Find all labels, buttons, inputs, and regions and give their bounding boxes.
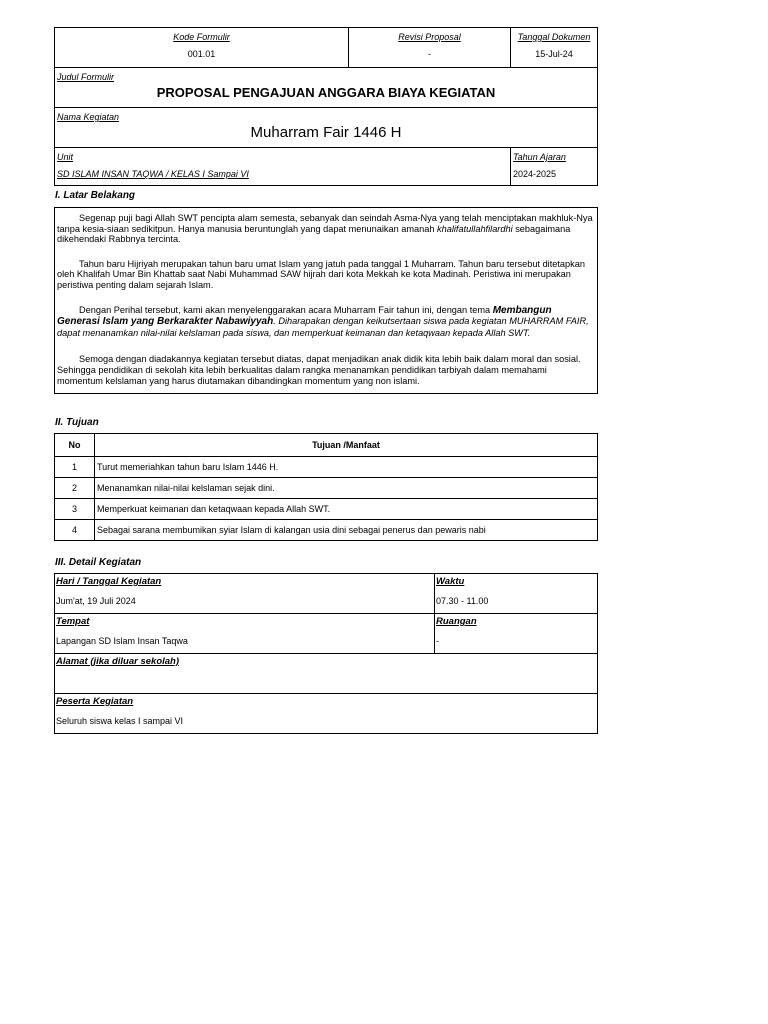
tujuan-col-no: No [55,434,95,457]
table-row [55,457,598,478]
kode-formulir-value: 001.01 [187,49,216,59]
tempat-value: Lapangan SD Islam Insan Taqwa [56,636,188,646]
tanggal-label: Tanggal Dokumen [517,32,591,42]
table-row [55,478,598,499]
alamat-label: Alamat (jika diluar sekolah) [56,656,180,667]
judul-cell [55,68,598,108]
nama-kegiatan-cell [55,108,598,148]
latar-belakang-title: I. Latar Belakang [55,190,136,201]
unit-cell [55,148,511,186]
peserta-value: Seluruh siswa kelas I sampai VI [56,716,184,726]
kode-formulir-label: Kode Formulir [173,32,230,42]
latar-italic-term: khalifatullahfilardhi [437,223,513,234]
unit-label: Unit [57,152,74,162]
revisi-label: Revisi Proposal [398,32,461,42]
hari-value: Jum'at, 19 Juli 2024 [56,596,136,606]
alamat-cell [55,654,598,694]
latar-paragraph-1: Segenap puji bagi Allah SWT pencipta alam semesta, sebanyak dan seindah Asma-Nya yang telah menciptakan makhluk-Nya tanpa kesia-siaan sedikitpun. Hanya manusia beruntunglah yang dapat menunaikan amanah khalifatullahfilardhi sebagaimana dikehendaki Rabbnya tercinta. [57,213,593,245]
kode-formulir-cell [55,28,349,68]
revisi-cell [349,28,511,68]
judul-value: PROPOSAL PENGAJUAN ANGGARA BIAYA KEGIATAN [156,85,496,100]
latar-paragraph-3: Dengan Perihal tersebut, kami akan menyelenggarakan acara Muharram Fair tahun ini, dengan tema Membangun Generasi Islam yang Berkarakter Nabawiyyah. Diharapakan dengan keikutsertaan siswa pada kegiatan MUHARRAM FAIR, dapat menanamkan nilai-nilai kelslaman pada siswa, dan memperkuat keimanan dan ketaqwaan kepada Allah SWT. [57,304,589,338]
tujuan-row-no: 4 [55,520,95,541]
waktu-value: 07.30 - 11.00 [436,596,489,606]
nama-kegiatan-value: Muharram Fair 1446 H [250,124,402,141]
tahun-value: 2024-2025 [513,169,557,179]
alamat-value [55,673,597,693]
ruangan-cell [435,614,598,654]
tujuan-row-text: Memperkuat keimanan dan ketaqwaan kepada Allah SWT. [95,499,598,520]
latar-belakang-box [54,207,598,394]
nama-kegiatan-label: Nama Kegiatan [57,112,120,122]
peserta-label: Peserta Kegiatan [56,696,134,707]
tanggal-cell [511,28,598,68]
ruangan-value: - [436,636,439,646]
hari-label: Hari / Tanggal Kegiatan [56,576,162,587]
tujuan-row-no: 1 [55,457,95,478]
judul-label: Judul Formulir [57,72,115,82]
table-row [55,499,598,520]
tujuan-col-tujuan: Tujuan /Manfaat [95,434,598,457]
hari-cell [55,574,435,614]
waktu-cell [435,574,598,614]
ruangan-label: Ruangan [436,616,477,627]
tujuan-row-no: 3 [55,499,95,520]
tujuan-row-text: Sebagai sarana membumikan syiar Islam di kalangan usia dini sebagai penerus dan pewaris nabi [95,520,598,541]
tahun-cell [511,148,598,186]
peserta-cell [55,694,598,734]
unit-value: SD ISLAM INSAN TAQWA / KELAS I Sampai VI [57,169,249,179]
tanggal-value: 15-Jul-24 [535,49,573,59]
detail-title: III. Detail Kegiatan [55,557,142,568]
revisi-value: - [428,49,431,59]
tujuan-row-no: 2 [55,478,95,499]
tujuan-table [54,433,598,541]
latar-paragraph-2: Tahun baru Hijriyah merupakan tahun baru umat Islam yang jatuh pada tanggal 1 Muharram. Tahun baru tersebut ditetapkan oleh Khalifah Umar Bin Khattab saat Nabi Muhammad SAW hijrah dari kota Mekkah ke kota Madinah. Peristiwa ini merupakan peristiwa penting dalam sejarah Islam. [57,258,585,290]
form-header-table [54,27,598,186]
detail-table [54,573,598,734]
table-row [55,520,598,541]
tempat-cell [55,614,435,654]
latar-theme: Membangun Generasi Islam yang Berkarakter Nabawiyyah [57,304,552,328]
tujuan-title: II. Tujuan [55,417,99,428]
tempat-label: Tempat [56,616,90,627]
tujuan-row-text: Turut memeriahkan tahun baru Islam 1446 H. [95,457,598,478]
tahun-label: Tahun Ajaran [513,152,566,162]
tujuan-row-text: Menanamkan nilai-nilai kelslaman sejak dini. [95,478,598,499]
latar-paragraph-4: Semoga dengan diadakannya kegiatan tersebut diatas, dapat menjadikan anak didik kita lebih baik dalam moral dan sosial. Sehingga pendidikan di sekolah kita lebih berkualitas dalam rangka menanamkan pendidikan tarbiyah dalam memahami momentum kelslaman yang harus diutamakan dibandingkan momentum yang non islami. [57,354,581,386]
waktu-label: Waktu [436,576,465,587]
